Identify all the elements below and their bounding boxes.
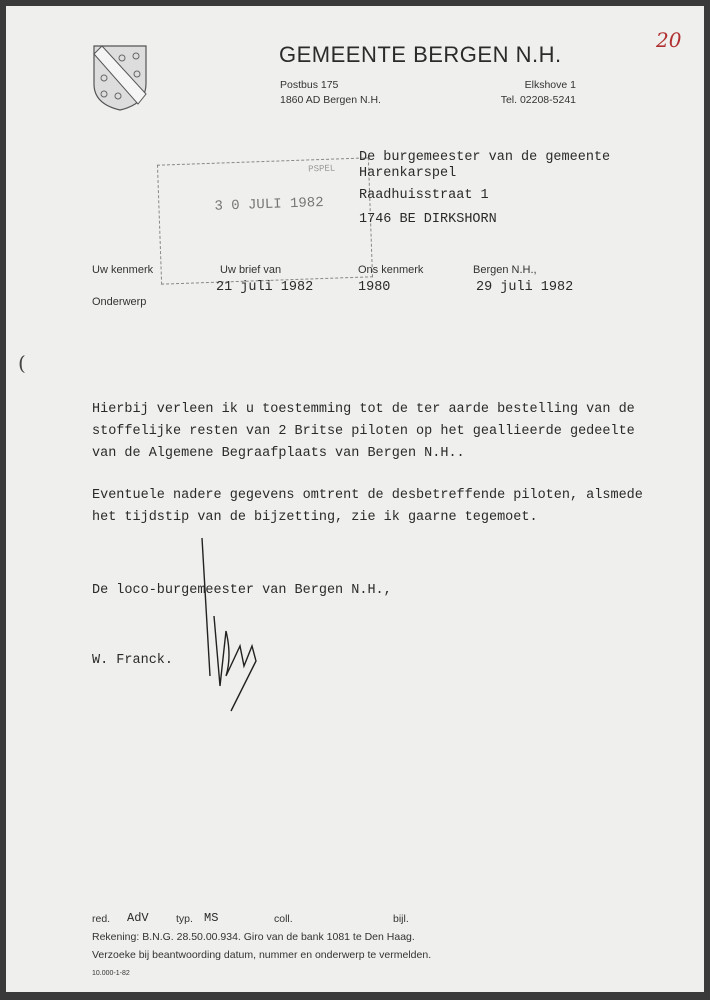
place-label: Bergen N.H., (473, 264, 537, 276)
typ-label: typ. (176, 913, 193, 925)
body-line: Hierbij verleen ik u toestemming tot de ter aarde bestelling van de (92, 402, 635, 417)
signature (196, 536, 276, 716)
rekening-line: Rekening: B.N.G. 28.50.00.934. Giro van de bank 1081 te Den Haag. (92, 931, 415, 943)
uw-kenmerk-label: Uw kenmerk (92, 264, 154, 276)
closing-line: De loco-burgemeester van Bergen N.H., (92, 583, 392, 598)
bijl-label: bijl. (393, 913, 409, 925)
telephone: Tel. 02208-5241 (500, 94, 576, 106)
body-line: van de Algemene Begraafplaats van Bergen N.H.. (92, 446, 465, 461)
red-value: AdV (127, 911, 149, 925)
coll-label: coll. (274, 913, 293, 925)
postcode: 1860 AD Bergen N.H. (280, 94, 381, 106)
ons-kenmerk-value: 1980 (358, 280, 391, 295)
street-address: Elkshove 1 (524, 79, 576, 91)
coat-of-arms-logo (92, 44, 148, 112)
uw-brief-label: Uw brief van (220, 264, 282, 276)
body-line: Eventuele nadere gegevens omtrent de desbetreffende piloten, alsmede (92, 488, 643, 503)
recipient-line4: 1746 BE DIRKSHORN (359, 212, 497, 227)
stamp-text: PSPEL (308, 163, 336, 175)
letter-date: 29 juli 1982 (476, 280, 574, 295)
signatory-name: W. Franck. (92, 653, 174, 668)
uw-brief-value: 21 juli 1982 (216, 280, 314, 295)
typ-value: MS (204, 911, 219, 925)
municipality-title: GEMEENTE BERGEN N.H. (279, 42, 562, 67)
recipient-line1: De burgemeester van de gemeente (359, 150, 611, 165)
punch-hole-mark: ( (18, 351, 26, 375)
red-label: red. (92, 913, 111, 925)
letter-page (6, 6, 704, 992)
recipient-line2: Harenkarspel (359, 166, 457, 181)
onderwerp-label: Onderwerp (92, 296, 147, 308)
body-line: het tijdstip van de bijzetting, zie ik gaarne tegemoet. (92, 510, 538, 525)
stamp-date: 3 0 JULI 1982 (214, 194, 324, 215)
recipient-line3: Raadhuisstraat 1 (359, 188, 489, 203)
form-code: 10.000-1-82 (92, 970, 130, 977)
postbus: Postbus 175 (280, 79, 339, 91)
page-number-annotation: 20 (656, 28, 682, 52)
verzoeke-line: Verzoeke bij beantwoording datum, nummer en onderwerp te vermelden. (92, 949, 432, 961)
ons-kenmerk-label: Ons kenmerk (358, 264, 424, 276)
body-line: stoffelijke resten van 2 Britse piloten op het geallieerde gedeelte (92, 424, 635, 439)
